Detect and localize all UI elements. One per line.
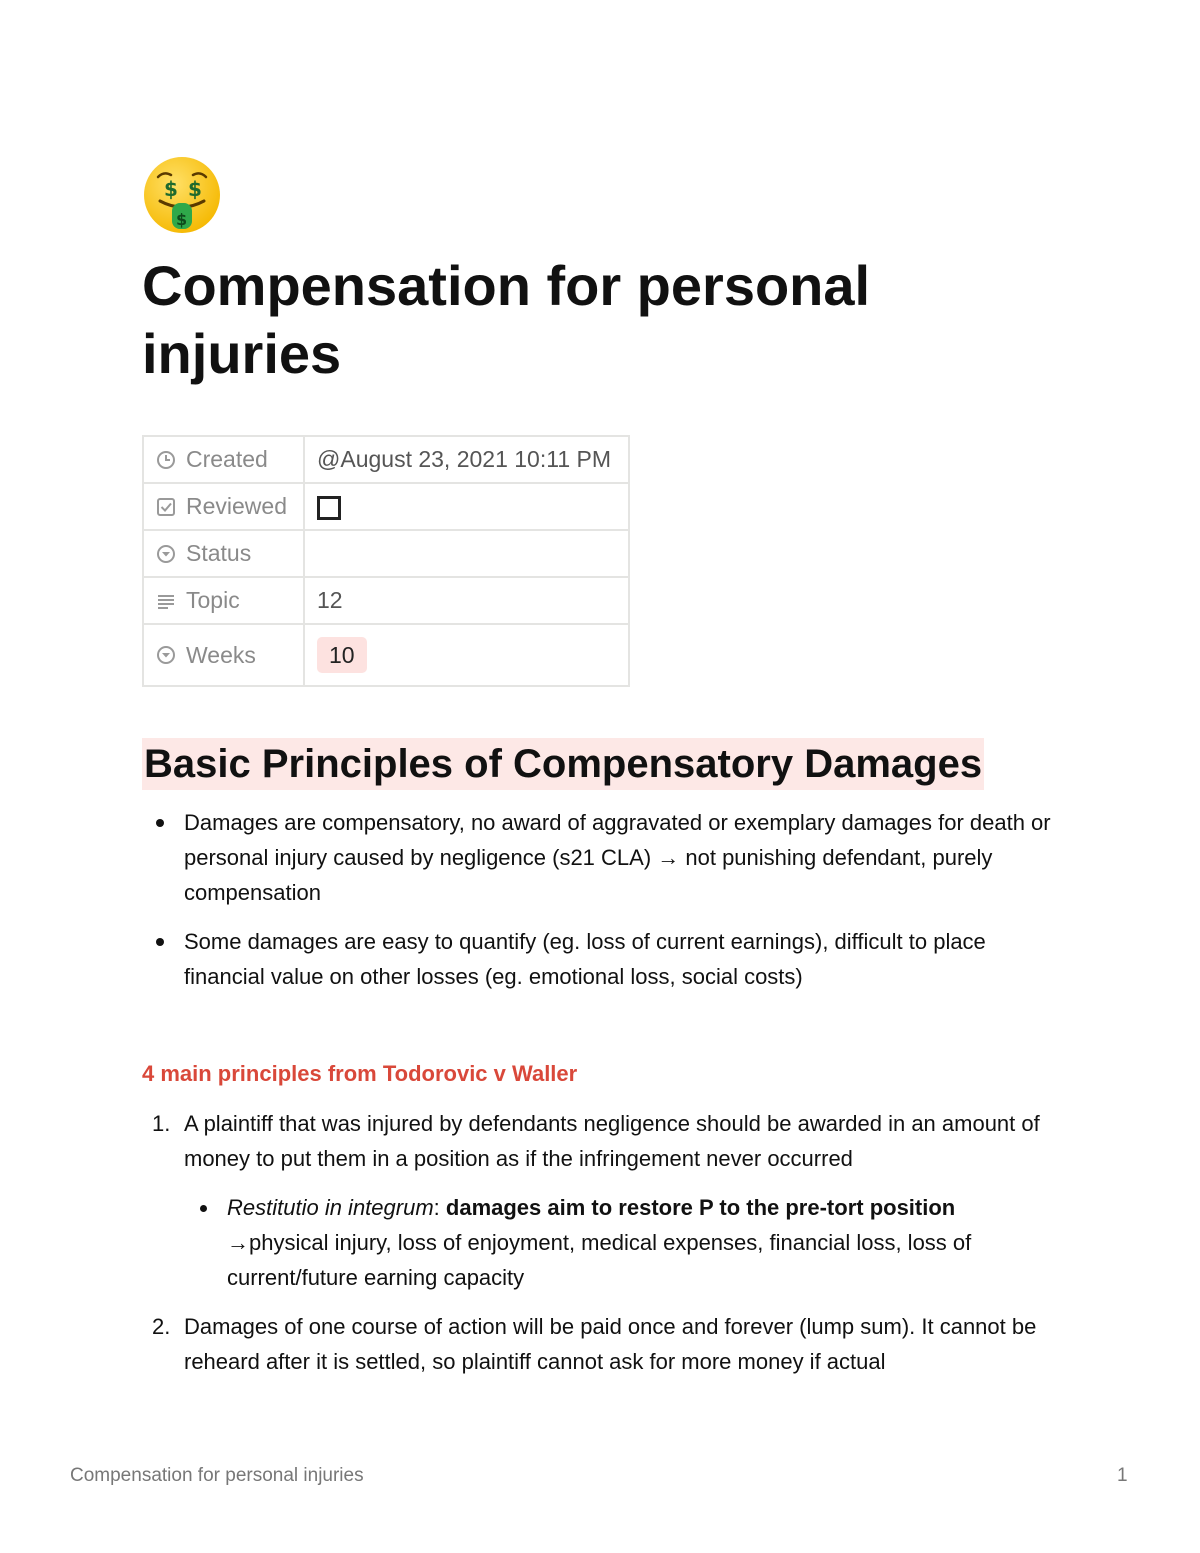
reviewed-checkbox[interactable] (317, 496, 341, 520)
property-row-created (143, 436, 629, 483)
bullet-icon (156, 938, 164, 946)
list-number: 1. (152, 1111, 171, 1136)
checkbox-icon (156, 497, 176, 517)
svg-text:$: $ (176, 210, 188, 229)
list-item: Damages are compensatory, no award of aggravated or exemplary damages for death or personal injury caused by negligence (s21 CLA) → not punishing defendant, purely compensation (142, 805, 1052, 910)
properties-table (142, 435, 630, 687)
list-number: 2. (152, 1314, 171, 1339)
page-number: 1 (1117, 1465, 1128, 1486)
status-value[interactable] (304, 530, 629, 577)
property-key: Created (186, 446, 268, 472)
list-item: 1. A plaintiff that was injured by defendants negligence should be awarded in an amount of money to put them in a position as if the infringement never occurred Restitutio in integrum: damages aim to restore P to the pre-tort position →physical injury, loss of enjoyment, medical expenses, financial loss, loss of current/future earning capacity (142, 1106, 1052, 1295)
footer-title: Compensation for personal injuries (70, 1465, 364, 1486)
principles-numbered-list (142, 1106, 1052, 1393)
basic-principles-list (142, 805, 1052, 1008)
section-heading-todorovic: 4 main principles from Todorovic v Waller (142, 1061, 578, 1086)
property-row-status (143, 530, 629, 577)
property-key: Status (186, 540, 252, 566)
section-heading-basic-principles: Basic Principles of Compensatory Damages (142, 738, 984, 790)
money-mouth-face-icon (142, 155, 222, 235)
topic-value[interactable]: 12 (304, 577, 629, 624)
bullet-icon (156, 819, 164, 827)
created-date-value[interactable]: @August 23, 2021 10:11 PM (304, 436, 629, 483)
svg-text:$: $ (164, 177, 178, 201)
sub-list (184, 1190, 1052, 1295)
sub-list-item: Restitutio in integrum: damages aim to restore P to the pre-tort position →physical injury, loss of enjoyment, medical expenses, financial loss, loss of current/future earning capacity (142, 1190, 1052, 1295)
page-title: Compensation for personal injuries (142, 254, 871, 385)
text-lines-icon (156, 591, 176, 611)
property-row-reviewed (143, 483, 629, 530)
property-key: Topic (186, 587, 240, 613)
property-key: Weeks (186, 641, 256, 668)
select-icon (156, 544, 176, 564)
bullet-icon (200, 1205, 207, 1212)
property-row-topic (143, 577, 629, 624)
select-icon (156, 645, 176, 665)
weeks-tag[interactable]: 10 (317, 637, 367, 673)
property-row-weeks (143, 624, 629, 686)
svg-text:$: $ (188, 177, 202, 201)
list-item: Some damages are easy to quantify (eg. loss of current earnings), difficult to place financial value on other losses (eg. emotional loss, social costs) (142, 924, 1052, 994)
list-item: 2. Damages of one course of action will be paid once and forever (lump sum). It cannot be reheard after it is settled, so plaintiff cannot ask for more money if actual (142, 1309, 1052, 1379)
property-key: Reviewed (186, 493, 287, 519)
clock-icon (156, 450, 176, 470)
